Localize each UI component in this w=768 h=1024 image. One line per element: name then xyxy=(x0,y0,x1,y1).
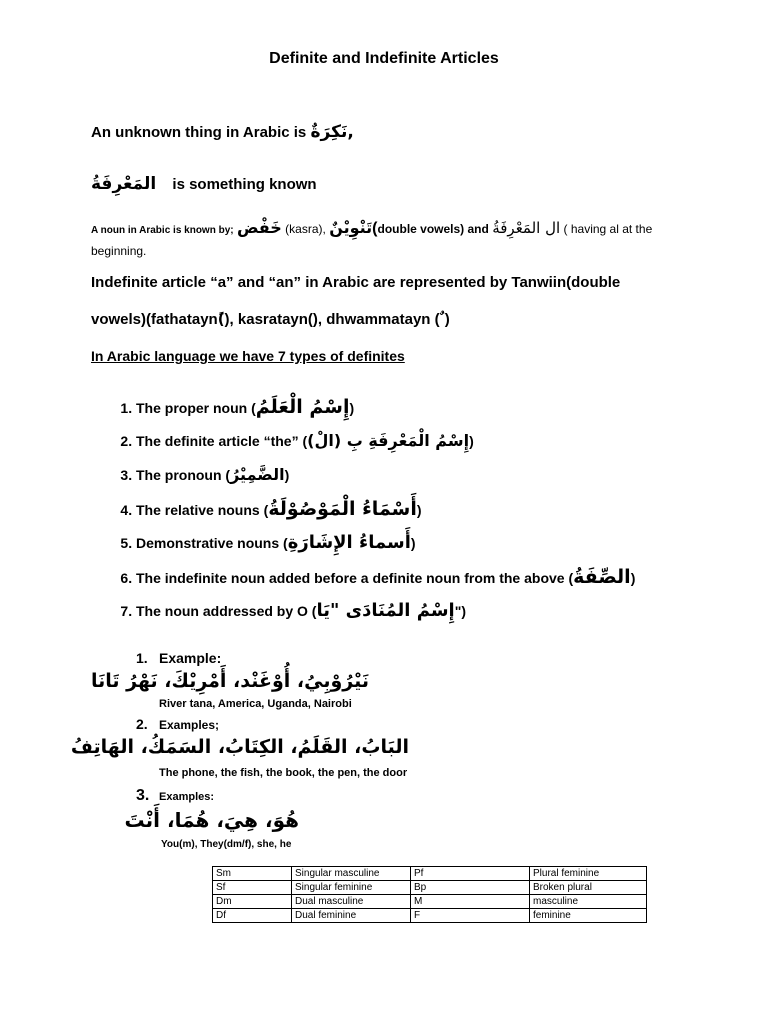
definite-label: The proper noun ( xyxy=(136,400,256,416)
table-cell: Sm xyxy=(213,867,292,881)
indefinite-line-1: Indefinite article “a” and “an” in Arabic are represented by Tanwiin(double xyxy=(91,274,621,291)
example-number: 1. xyxy=(136,650,148,666)
noun-kasra-label: (kasra), xyxy=(285,222,326,236)
definite-arabic: الضَّمِيْرُ xyxy=(230,465,285,484)
definite-item xyxy=(136,492,635,526)
definite-item xyxy=(136,424,635,458)
noun-al-label: ( having al at the xyxy=(563,222,653,236)
definite-label: The pronoun ( xyxy=(136,467,231,483)
noun-tanwin-arabic: تَنْوِيْنٌ xyxy=(329,218,373,237)
noun-line: A noun in Arabic is known by; خَفْض (kasra), تَنْوِيْنٌ(double vowels) and ال المَعْرِفَةُ ( having al at the xyxy=(91,218,653,237)
table-cell: masculine xyxy=(530,895,647,909)
table-cell: Bp xyxy=(411,881,530,895)
definite-item xyxy=(136,560,635,594)
table-row xyxy=(213,895,647,909)
definite-close: ) xyxy=(410,535,416,551)
definite-item xyxy=(136,526,635,560)
example-translation: River tana, America, Uganda, Nairobi xyxy=(159,698,352,710)
indefinite-line-2: vowels)(fathatayn(ً), kasratayn(), dhwammatayn ( ٌ) xyxy=(91,311,450,328)
definite-arabic: إِسْمُ الْعَلَمُ xyxy=(255,396,350,418)
table-cell: Sf xyxy=(213,881,292,895)
table-cell: Dual feminine xyxy=(292,909,411,923)
unknown-line xyxy=(91,122,354,142)
definite-arabic: إِسْمُ المُنَادَى "يَا xyxy=(316,600,455,621)
known-text: is something known xyxy=(172,176,317,193)
definite-arabic: الصِّفَةُ xyxy=(573,566,631,588)
table-cell: feminine xyxy=(530,909,647,923)
table-cell: Singular masculine xyxy=(292,867,411,881)
table-row xyxy=(213,867,647,881)
table-cell: Dual masculine xyxy=(292,895,411,909)
noun-double-label: double vowels) and xyxy=(377,222,489,236)
unknown-arabic: نَكِرَةٌ, xyxy=(310,122,354,142)
abbreviation-table xyxy=(212,866,647,923)
table-cell: Singular feminine xyxy=(292,881,411,895)
table-cell: Dm xyxy=(213,895,292,909)
definite-label: The definite article “the” ( xyxy=(136,433,308,449)
definites-heading: In Arabic language we have 7 types of definites xyxy=(91,348,405,364)
example-arabic: نَيْرُوْبِيُ، أُوْغَنْد، أَمْرِيْكَ، نَهْرُ تَانَا xyxy=(91,670,369,692)
definite-item xyxy=(136,458,635,492)
table-cell: Df xyxy=(213,909,292,923)
table-cell: Plural feminine xyxy=(530,867,647,881)
definite-close: ") xyxy=(454,603,467,619)
noun-kasra-arabic: خَفْض xyxy=(236,218,282,237)
table-row xyxy=(213,909,647,923)
table-cell: F xyxy=(411,909,530,923)
table-cell: Broken plural xyxy=(530,881,647,895)
example-arabic: هُوَ، هِيَ، هُمَا، أَنْتَ xyxy=(124,808,299,832)
definite-item xyxy=(136,390,635,424)
definite-close: ) xyxy=(349,400,355,416)
example-arabic: البَابُ، القَلَمُ، الكِتَابُ، السَمَكُ، الهَاتِفُ xyxy=(70,736,409,758)
example-translation: You(m), They(dm/f), she, he xyxy=(161,839,292,850)
definite-arabic: أَسماءُ الإِشَارَةِ xyxy=(287,532,411,553)
definite-arabic: أَسْمَاءُ الْمَوْصُوْلَةُ xyxy=(268,498,417,520)
definite-close: ) xyxy=(630,570,636,586)
known-arabic: المَعْرِفَةُ xyxy=(91,174,157,194)
example-translation: The phone, the fish, the book, the pen, the door xyxy=(159,767,408,779)
definite-label: The noun addressed by O ( xyxy=(136,603,317,619)
definites-list xyxy=(96,390,635,628)
definite-close: ) xyxy=(416,502,422,518)
definite-close: ) xyxy=(284,467,290,483)
page-title: Definite and Indefinite Articles xyxy=(269,50,499,67)
table-cell: M xyxy=(411,895,530,909)
definite-arabic: إِسْمُ الْمَعْرِفَةِ بِ (الْ) xyxy=(307,431,470,450)
example-label: Examples: xyxy=(159,791,215,803)
definite-label: The indefinite noun added before a definite noun from the above ( xyxy=(136,570,574,586)
table-row xyxy=(213,881,647,895)
example-number: 2. xyxy=(136,716,148,732)
example-number: 3. xyxy=(136,787,150,804)
noun-beginning: beginning. xyxy=(91,244,147,258)
definite-close: ) xyxy=(469,433,474,449)
definite-label: Demonstrative nouns ( xyxy=(136,535,288,551)
table-cell: Pf xyxy=(411,867,530,881)
known-line xyxy=(91,174,317,194)
example-label: Example: xyxy=(159,650,222,666)
noun-prefix: A noun in Arabic is known by; xyxy=(91,225,234,236)
definite-label: The relative nouns ( xyxy=(136,502,269,518)
unknown-text: An unknown thing in Arabic is xyxy=(91,124,307,141)
example-label: Examples; xyxy=(159,718,220,732)
definite-item xyxy=(136,594,635,628)
noun-al-arabic: ال المَعْرِفَةُ xyxy=(492,219,561,237)
